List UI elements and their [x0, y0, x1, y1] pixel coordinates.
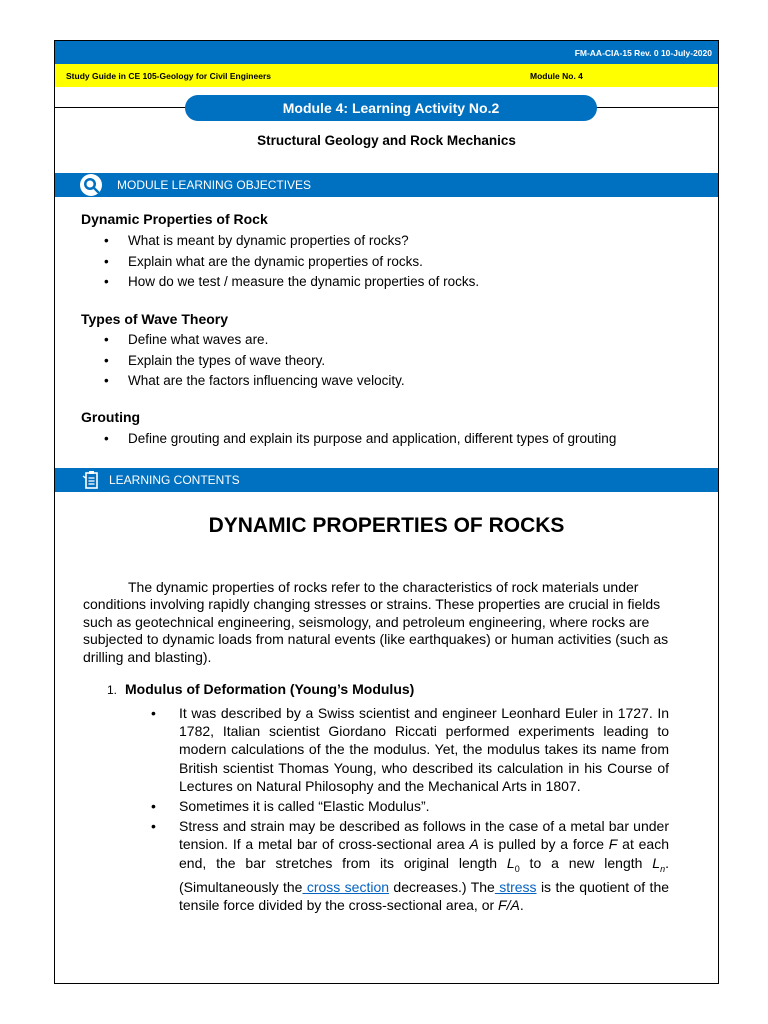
section-bullets [151, 704, 669, 916]
module-number: Module No. 4 [530, 71, 583, 81]
objective-list [81, 429, 616, 450]
activity-title: Module 4: Learning Activity No.2 [185, 95, 597, 121]
header-blue-bar [55, 41, 718, 64]
bullet-item: • It was described by a Swiss scientist and engineer Leonhard Euler in 1727. In 1782, Italian scientist Giordano Riccati performed experiments leading to modern calculations of the the modulus. Yet, the modulus takes its name from British scientist Thomas Young, who described its calculation in his Course of Lectures on Natural Philosophy and the Mechanical Arts in 1807. [151, 704, 669, 795]
magnifier-icon [79, 173, 103, 197]
list-item: • Define grouting and explain its purpose and application, different types of grouting [81, 429, 616, 450]
intro-paragraph: The dynamic properties of rocks refer to the characteristics of rock materials under conditions involving rapidly changing stresses or strains. These properties are crucial in fields such as geotechnical engineering, seismology, and petroleum engineering, where rocks are subjected to dynamic loads from natural events (like earthquakes) or human activities (such as drilling and blasting). [83, 579, 669, 665]
section-title: Modulus of Deformation (Young’s Modulus) [125, 681, 415, 697]
objective-heading: Grouting [81, 409, 141, 425]
learning-contents-bar [55, 468, 718, 492]
objective-list [81, 231, 479, 293]
list-item: • Explain what are the dynamic properties of rocks. [81, 252, 479, 273]
list-item: • What is meant by dynamic properties of rocks? [81, 231, 479, 252]
page-subtitle: Structural Geology and Rock Mechanics [257, 133, 516, 148]
main-title: DYNAMIC PROPERTIES OF ROCKS [208, 514, 565, 537]
bullet-item: • Stress and strain may be described as follows in the case of a metal bar under tension. If a metal bar of cross-sectional area A is pulled by a force F at each end, the bar stretches from its original length $L_0$ to a new length $L_n$. (Simultaneously the cross section decreases.) The stress is the quotient of the tensile force divided by the cross-sectional area, or F/A. [151, 817, 669, 914]
section-heading [107, 681, 414, 697]
clipboard-icon [79, 468, 103, 492]
doc-code: FM-AA-CIA-15 Rev. 0 10-July-2020 [574, 48, 712, 58]
objective-heading: Types of Wave Theory [81, 311, 229, 327]
list-item: • How do we test / measure the dynamic properties of rocks. [81, 272, 479, 293]
header-yellow-bar [55, 64, 718, 87]
study-guide-label: Study Guide in CE 105-Geology for Civil Engineers [66, 71, 271, 81]
cross-section-link[interactable]: cross section [302, 878, 390, 895]
list-item: • Explain the types of wave theory. [81, 351, 405, 372]
bullet-item: • Sometimes it is called “Elastic Modulus”. [151, 797, 669, 815]
section-number: 1. [107, 683, 118, 697]
objectives-bar [55, 173, 718, 197]
list-item: • Define what waves are. [81, 330, 405, 351]
objectives-label: MODULE LEARNING OBJECTIVES [117, 178, 312, 192]
objective-list [81, 330, 405, 392]
stress-link[interactable]: stress [494, 878, 537, 895]
document-page [54, 40, 719, 984]
objective-heading: Dynamic Properties of Rock [81, 211, 268, 227]
list-item: • What are the factors influencing wave velocity. [81, 371, 405, 392]
learning-contents-label: LEARNING CONTENTS [109, 473, 240, 487]
